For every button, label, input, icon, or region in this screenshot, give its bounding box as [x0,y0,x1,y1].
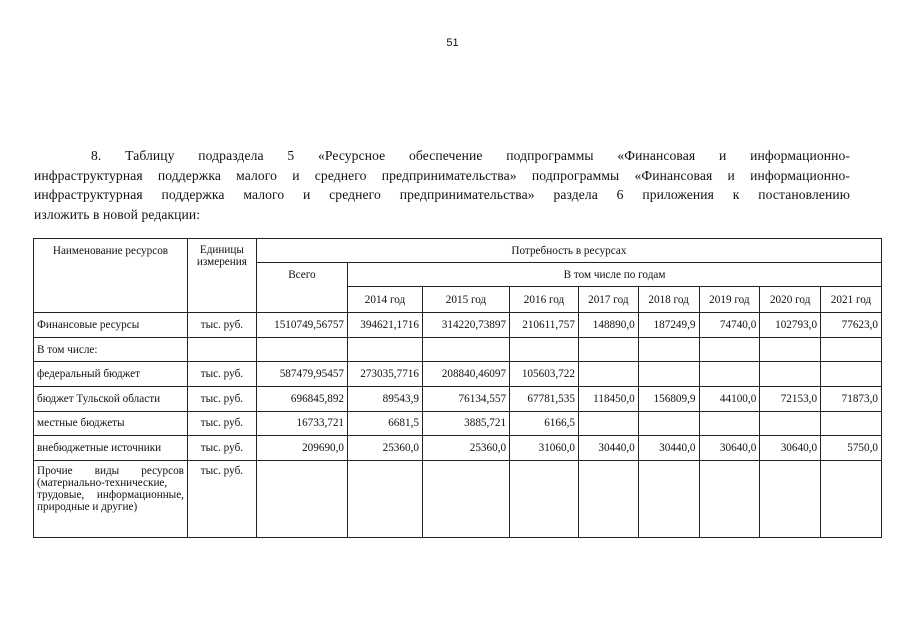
row-value [510,461,579,538]
header-need: Потребность в ресурсах [256,239,881,263]
row-value [578,362,638,387]
header-year: 2017 год [578,287,638,312]
row-unit [187,337,256,361]
row-value [422,461,509,538]
row-value: 71873,0 [821,387,882,411]
row-value: 30440,0 [638,435,699,460]
row-total [256,461,347,538]
header-row [34,239,882,263]
row-value: 44100,0 [699,387,760,411]
header-year: 2020 год [760,287,821,312]
row-value [510,337,579,361]
table-row [34,387,882,411]
row-value [821,461,882,538]
paragraph-line: инфраструктурная поддержка малого и среднего предпринимательства» раздела 6 приложения к постановлению [34,187,850,202]
row-value: 25360,0 [422,435,509,460]
row-value: 30640,0 [760,435,821,460]
row-value [638,337,699,361]
header-resource-name: Наименование ресурсов [34,239,188,313]
row-value [821,337,882,361]
row-unit: тыс. руб. [187,461,256,538]
row-value: 208840,46097 [422,362,509,387]
row-name: внебюджетные источники [34,435,188,460]
paragraph-line: 8. Таблицу подраздела 5 «Ресурсное обеспечение подпрограммы «Финансовая и информационно- [91,148,850,163]
header-year: 2015 год [422,287,509,312]
row-value [821,411,882,435]
row-value [699,337,760,361]
row-value: 187249,9 [638,312,699,337]
row-total: 16733,721 [256,411,347,435]
row-name: федеральный бюджет [34,362,188,387]
row-value: 89543,9 [348,387,423,411]
row-value: 5750,0 [821,435,882,460]
row-value [638,362,699,387]
header-year: 2019 год [699,287,760,312]
row-value: 6681,5 [348,411,423,435]
row-value [578,461,638,538]
row-value [578,411,638,435]
paragraph-line: изложить в новой редакции: [34,206,201,222]
row-value: 76134,557 [422,387,509,411]
header-units: Единицы измерения [187,239,256,313]
row-value [821,362,882,387]
row-total: 696845,892 [256,387,347,411]
row-value [760,411,821,435]
row-value: 148890,0 [578,312,638,337]
row-value: 30640,0 [699,435,760,460]
row-value: 314220,73897 [422,312,509,337]
row-value [699,411,760,435]
row-value [760,362,821,387]
row-name: В том числе: [34,337,188,361]
row-value: 6166,5 [510,411,579,435]
row-unit: тыс. руб. [187,411,256,435]
table-row [34,461,882,538]
row-value [760,337,821,361]
row-value: 74740,0 [699,312,760,337]
resources-table [33,238,882,538]
row-value: 102793,0 [760,312,821,337]
header-year: 2014 год [348,287,423,312]
row-value [638,411,699,435]
header-year: 2016 год [510,287,579,312]
row-total [256,337,347,361]
row-unit: тыс. руб. [187,387,256,411]
table-row [34,435,882,460]
table-row [34,411,882,435]
row-value: 72153,0 [760,387,821,411]
row-unit: тыс. руб. [187,435,256,460]
header-year: 2018 год [638,287,699,312]
row-value: 77623,0 [821,312,882,337]
row-value: 105603,722 [510,362,579,387]
row-value: 30440,0 [578,435,638,460]
body-paragraph [34,146,850,224]
row-value: 31060,0 [510,435,579,460]
paragraph-line: инфраструктурная поддержка малого и среднего предпринимательства» подпрограммы «Финансовая и информационно- [34,167,850,183]
row-value: 67781,535 [510,387,579,411]
table-row [34,337,882,361]
row-value: 156809,9 [638,387,699,411]
row-value: 210611,757 [510,312,579,337]
row-unit: тыс. руб. [187,312,256,337]
row-name: бюджет Тульской области [34,387,188,411]
table-row [34,312,882,337]
page-number: 51 [446,37,459,49]
row-total: 587479,95457 [256,362,347,387]
row-value [699,461,760,538]
row-value [638,461,699,538]
row-value [578,337,638,361]
header-year: 2021 год [821,287,882,312]
row-value [422,337,509,361]
row-value: 273035,7716 [348,362,423,387]
row-name: местные бюджеты [34,411,188,435]
row-value [760,461,821,538]
header-by-years: В том числе по годам [348,263,882,287]
header-total: Всего [256,263,347,312]
row-value: 118450,0 [578,387,638,411]
row-value: 3885,721 [422,411,509,435]
row-total: 209690,0 [256,435,347,460]
row-value [348,337,423,361]
row-name: Финансовые ресурсы [34,312,188,337]
row-total: 1510749,56757 [256,312,347,337]
row-value [348,461,423,538]
row-value: 394621,1716 [348,312,423,337]
table-row [34,362,882,387]
row-name: Прочие виды ресурсов (материально-технические, трудовые, информационные, природные и другие) [34,461,188,538]
row-value [699,362,760,387]
row-unit: тыс. руб. [187,362,256,387]
row-value: 25360,0 [348,435,423,460]
